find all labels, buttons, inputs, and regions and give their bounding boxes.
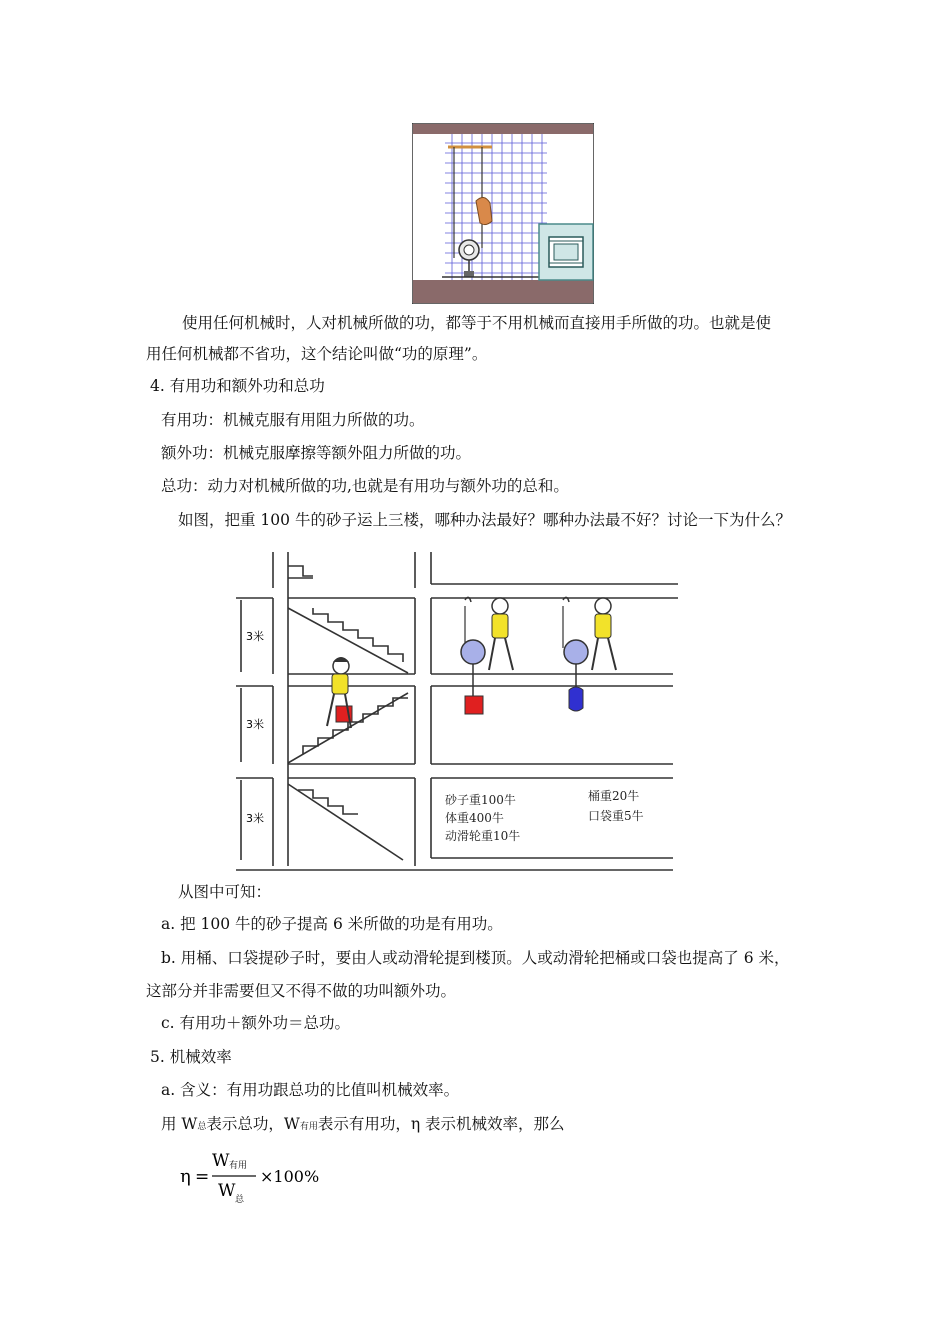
pulley-icon [564,640,588,664]
blue-bag-icon [569,687,583,711]
note-bag-weight: 口袋重5牛 [588,809,644,823]
weight-icon [464,271,474,277]
symbols-paragraph: 用 W总表示总功，W有用表示有用功，η 表示机械效率，那么 [161,1115,565,1133]
item-b-extra-work-1: b. 用桶、口袋提砂子时，要由人或动滑轮提到楼顶。人或动滑轮把桶或口袋也提高了 6 米， [161,949,790,967]
formula-equals: = [195,1167,210,1187]
item-b-extra-work-2: 这部分并非需要但又不得不做的功叫额外功。 [146,982,457,1000]
floor-height-label-1: 3米 [246,630,264,643]
film-icon [539,224,593,280]
floor-height-label-2: 3米 [246,718,264,731]
heading-5: 5. 机械效率 [150,1048,232,1066]
boy-carrying-bucket-icon [327,657,352,728]
total-work-definition: 总功：动力对机械所做的功,也就是有用功与额外功的总和。 [161,477,569,495]
pulley-bucket-setup [461,597,513,714]
floor-height-label-3: 3米 [246,812,264,825]
pulley-grid-figure [412,123,594,304]
note-body-weight: 体重400牛 [445,811,504,825]
formula-times-100-percent: ×100% [260,1167,320,1186]
formula-eta: η [180,1166,191,1187]
known-from-figure: 从图中可知： [178,883,272,901]
pulley-icon [461,640,485,664]
efficiency-definition: a. 含义：有用功跟总功的比值叫机械效率。 [161,1081,460,1099]
pulley-grid-illustration [412,123,594,304]
note-pulley-weight: 动滑轮重10牛 [445,829,521,843]
note-bucket-weight: 桶重20牛 [588,789,640,803]
heading-4: 4. 有用功和额外功和总功 [150,377,325,395]
pulley-bag-setup [563,597,616,711]
formula-numerator-sub: 有用 [229,1161,248,1171]
useful-work-definition: 有用功：机械克服有用阻力所做的功。 [161,411,425,429]
paragraph-work-principle-2: 用任何机械都不省功，这个结论叫做“功的原理”。 [146,345,488,363]
item-a-useful-work: a. 把 100 牛的砂子提高 6 米所做的功是有用功。 [161,915,503,933]
red-bucket-icon [465,696,483,714]
formula-svg [176,1146,326,1208]
efficiency-formula [176,1146,326,1208]
formula-denominator-w: W [218,1181,236,1201]
note-sand-weight: 砂子重100牛 [445,793,516,807]
question-paragraph: 如图，把重 100 牛的砂子运上三楼，哪种办法最好？哪种办法最不好？讨论一下为什么？ [178,511,791,529]
extra-work-definition: 额外功：机械克服摩擦等额外阻力所做的功。 [161,444,472,462]
formula-numerator-w: W [212,1151,230,1171]
lifting-sand-figure [233,548,679,876]
item-c-total-work: c. 有用功＋额外功＝总功。 [161,1014,351,1032]
lifting-sand-illustration [233,548,679,876]
formula-denominator-sub: 总 [235,1195,245,1205]
paragraph-work-principle-1: 使用任何机械时，人对机械所做的功，都等于不用机械而直接用手所做的功。也就是使 [182,314,772,332]
